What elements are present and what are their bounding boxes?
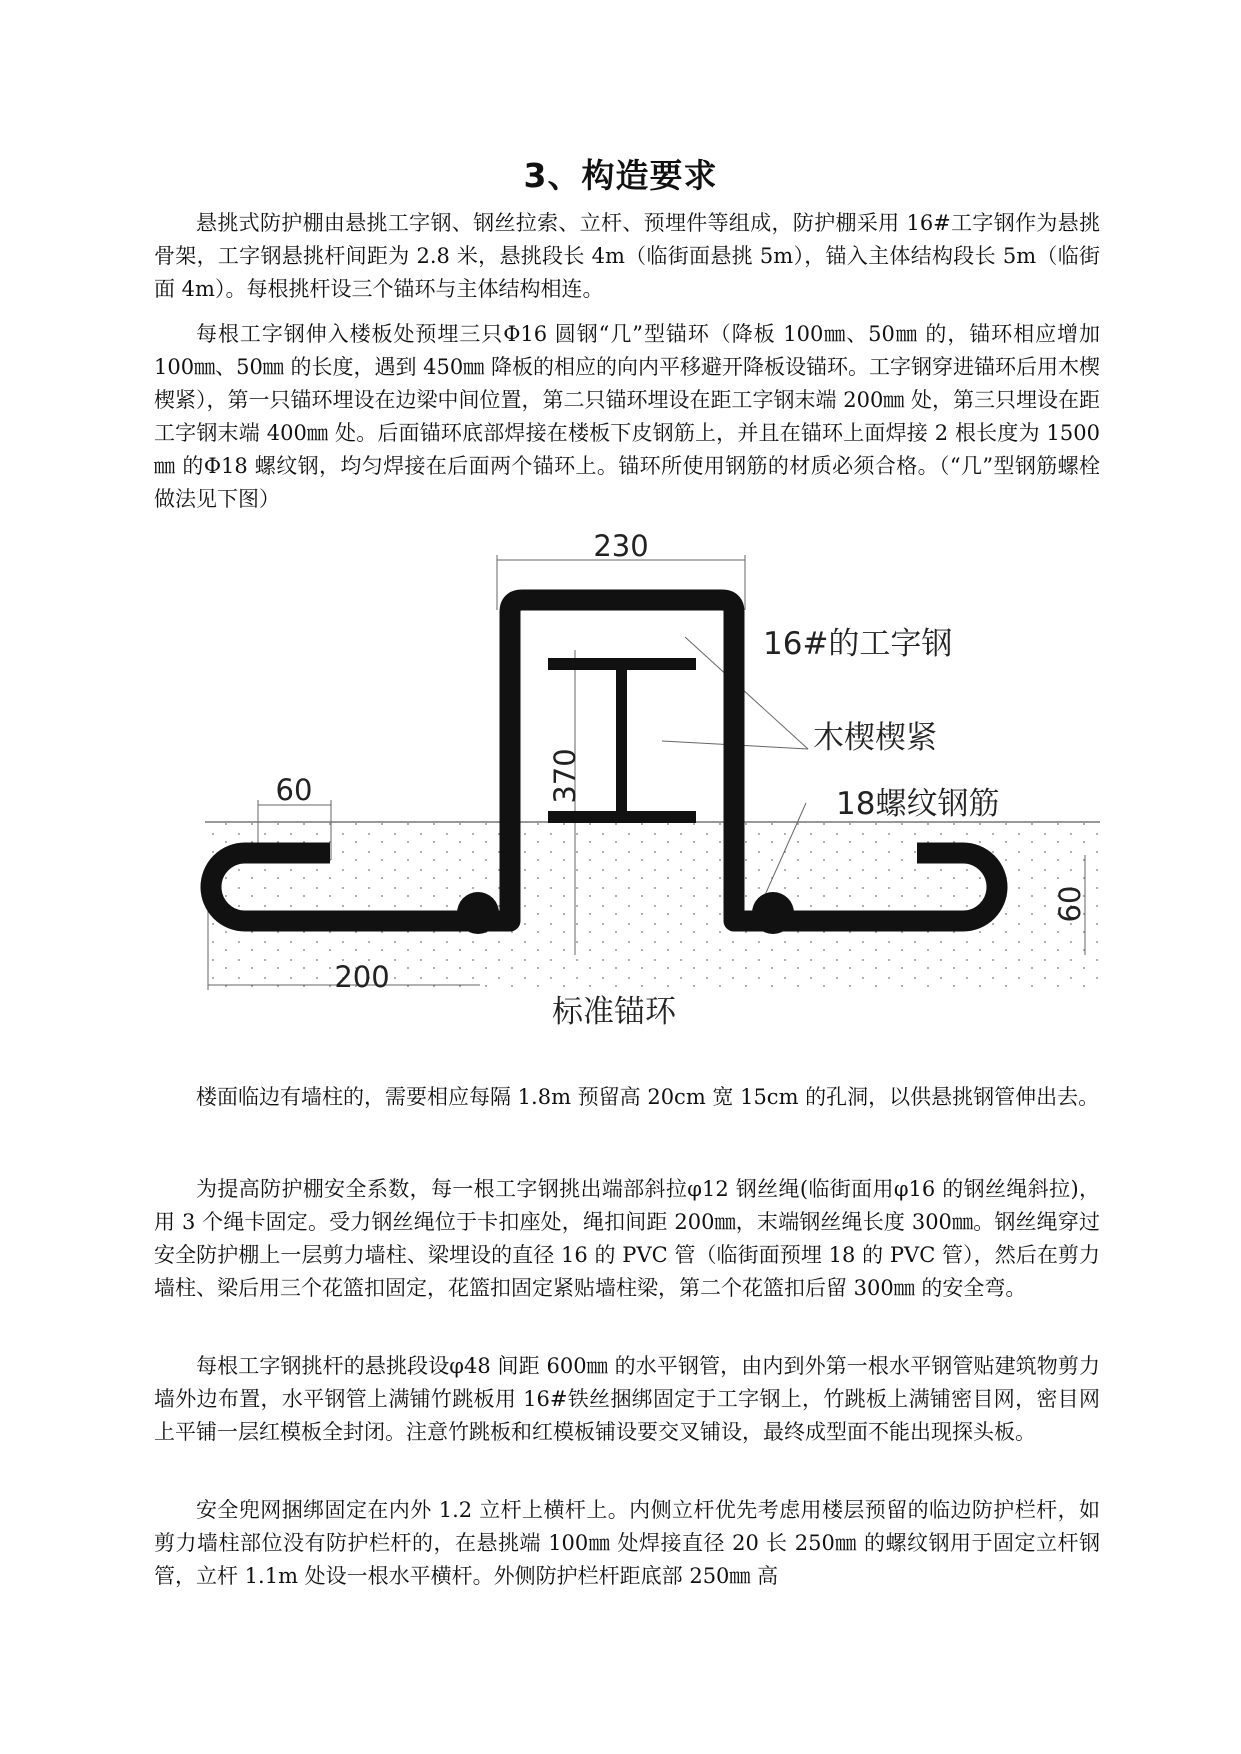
paragraph-5: 每根工字钢挑杆的悬挑段设φ48 间距 600㎜ 的水平钢管，由内到外第一根水平钢管贴建筑物剪力墙外边布置，水平钢管上满铺竹跳板用 16#铁丝捆绑固定于工字钢上，竹跳板上满铺密目网，密目网上平铺一层红模板全封闭。注意竹跳板和红模板铺设要交叉铺设，最终成型面不能出现探头板。 bbox=[154, 1354, 1100, 1444]
dim-right-60: 60 bbox=[1053, 885, 1087, 923]
label-i-beam: 16#的工字钢 bbox=[763, 626, 953, 662]
paragraph-3: 楼面临边有墙柱的，需要相应每隔 1.8m 预留高 20cm 宽 15cm 的孔洞，以供悬挑钢管伸出去。 bbox=[196, 1085, 1100, 1109]
dim-left-60: 60 bbox=[275, 773, 313, 807]
section-title: 3、构造要求 bbox=[523, 156, 718, 195]
paragraph-4: 为提高防护棚安全系数，每一根工字钢挑出端部斜拉φ12 钢丝绳(临街面用φ16 的钢丝绳斜拉)，用 3 个绳卡固定。受力钢丝绳位于卡扣座处，绳扣间距 200㎜，末端钢丝绳长度 300㎜。钢丝绳穿过安全防护棚上一层剪力墙柱、梁埋设的直径 16 的 PVC 管（临街面预埋 18 的 PVC 管），然后在剪力墙柱、梁后用三个花篮扣固定，花篮扣固定紧贴墙柱梁，第二个花篮扣后留 300㎜ 的安全弯。 bbox=[154, 1177, 1100, 1300]
paragraph-6: 安全兜网捆绑固定在内外 1.2 立杆上横杆上。内侧立杆优先考虑用楼层预留的临边防护栏杆，如剪力墙柱部位没有防护栏杆的，在悬挑端 100㎜ 处焊接直径 20 长 250㎜ 的螺纹钢用于固定立杆钢管，立杆 1.1m 处设一根水平横杆。外侧防护栏杆距底部 250㎜ 高 bbox=[154, 1498, 1100, 1588]
dim-top-230: 230 bbox=[593, 530, 649, 563]
rebar-18-right bbox=[752, 892, 794, 934]
figure-caption: 标准锚环 bbox=[552, 994, 676, 1030]
label-wedge: 木楔楔紧 bbox=[813, 720, 937, 756]
dim-bottom-200: 200 bbox=[334, 960, 390, 994]
label-rebar-18: 18螺纹钢筋 bbox=[836, 786, 1000, 822]
paragraph-2: 每根工字钢伸入楼板处预埋三只Φ16 圆钢“几”型锚环（降板 100㎜、50㎜ 的，锚环相应增加 100㎜、50㎜ 的长度，遇到 450㎜ 降板的相应的向内平移避开降板设锚环。工字钢穿进锚环后用木楔楔紧），第一只锚环埋设在边梁中间位置，第二只锚环埋设在距工字钢末端 200㎜ 处，第三只埋设在距工字钢末端 400㎜ 处。后面锚环底部焊接在楼板下皮钢筋上，并且在锚环上面焊接 2 根长度为 1500㎜ 的Φ18 螺纹钢，均匀焊接在后面两个锚环上。锚环所使用钢筋的材质必须合格。（“几”型钢筋螺栓做法见下图） bbox=[154, 322, 1100, 511]
anchor-ring-diagram bbox=[0, 530, 1241, 1040]
dim-height-370: 370 bbox=[548, 748, 582, 804]
paragraph-1: 悬挑式防护棚由悬挑工字钢、钢丝拉索、立杆、预埋件等组成，防护棚采用 16#工字钢作为悬挑骨架，工字钢悬挑杆间距为 2.8 米，悬挑段长 4m（临街面悬挑 5m），锚入主体结构段长 5m（临街面 4m）。每根挑杆设三个锚环与主体结构相连。 bbox=[154, 211, 1100, 301]
rebar-18-left bbox=[457, 892, 499, 934]
